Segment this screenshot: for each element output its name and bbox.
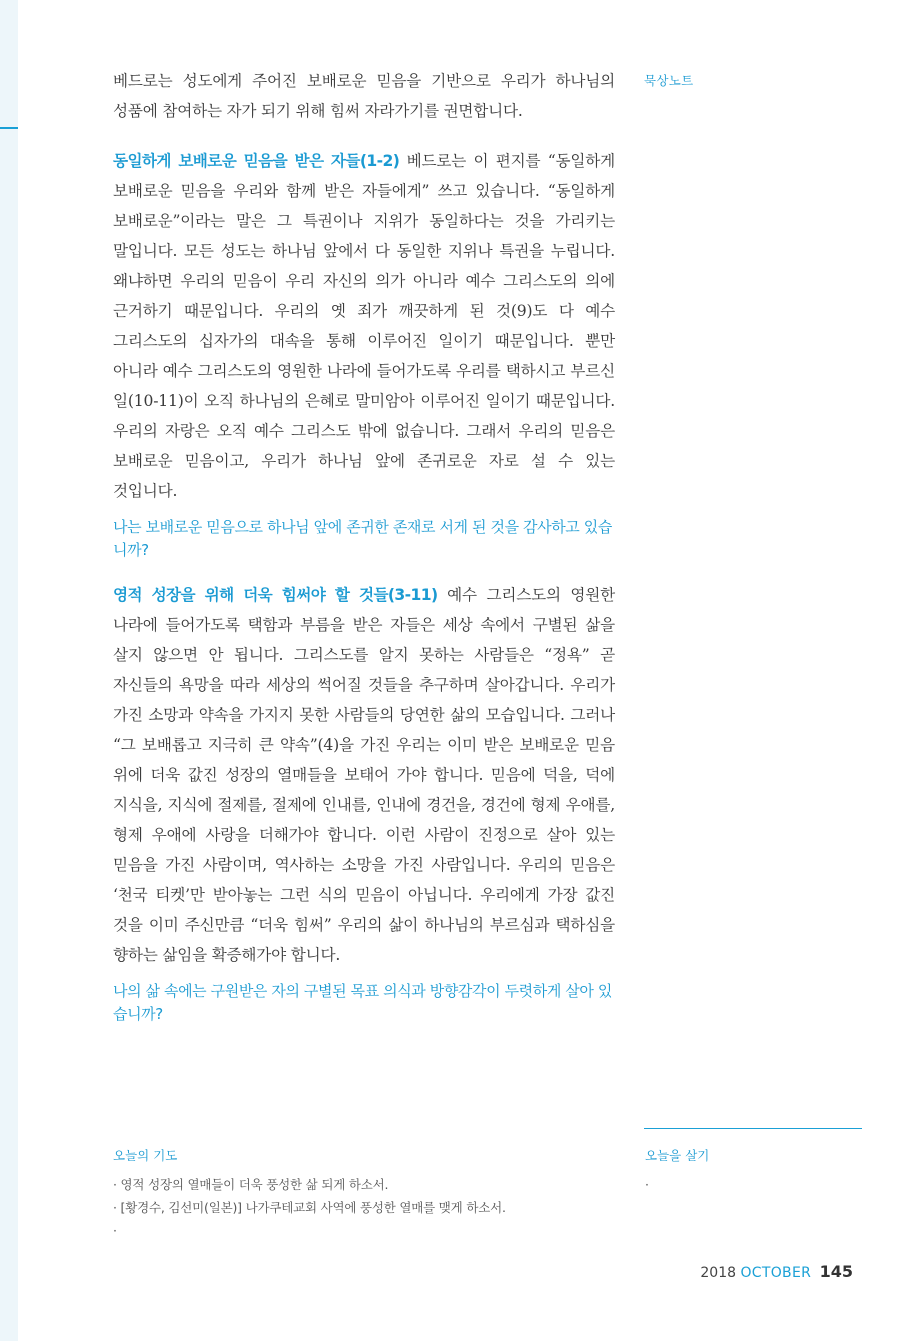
left-margin-marker (0, 127, 18, 129)
left-margin-band (0, 0, 18, 1341)
intro-paragraph: 베드로는 성도에게 주어진 보배로운 믿음을 기반으로 우리가 하나님의 성품에 참여하는 자가 되기 위해 힘써 자라가기를 권면합니다. (113, 72, 615, 120)
section-1-paragraph (113, 146, 615, 506)
section-2-question: 나의 삶 속에는 구원받은 자의 구별된 목표 의식과 방향감각이 두렷하게 살아 있습니까? (113, 982, 612, 1023)
section-2-body: 예수 그리스도의 영원한 나라에 들어가도록 택함과 부름을 받은 자들은 세상 속에서 구별된 삶을 살지 않으면 안 됩니다. 그리스도를 알지 못하는 사람들은 “정욕” 곧 자신들의 욕망을 따라 세상의 썩어질 것들을 추구하며 살아갑니다. 우리가 가진 소망과 약속을 가지지 못한 사람들의 당연한 삶의 모습입니다. 그러나 “그 보배롭고 지극히 큰 약속”(4)을 가진 우리는 이미 받은 보배로운 믿음 위에 더욱 값진 성장의 열매들을 보태어 가야 합니다. 믿음에 덕을, 덕에 지식을, 지식에 절제를, 절제에 인내를, 인내에 경건을, 경건에 형제 우애를, 형제 우애에 사랑을 더해가야 합니다. 이런 사람이 진정으로 살아 있는 믿음을 가진 사람이며, 역사하는 소망을 가진 사람입니다. 우리의 믿음은 ‘천국 티켓’만 받아놓는 그런 식의 믿음이 아닙니다. 우리에게 가장 값진 것을 이미 주신만큼 “더욱 힘써” 우리의 삶이 하나님의 부르심과 택하심을 향하는 삶임을 확증해가야 합니다. (113, 586, 615, 964)
section-1-heading: 동일하게 보배로운 믿음을 받은 자들(1-2) (113, 152, 400, 170)
meditation-note-label: 묵상노트 (644, 73, 694, 88)
article-body (113, 66, 615, 1044)
section-1-question: 나는 보배로운 믿음으로 하나님 앞에 존귀한 존재로 서게 된 것을 감사하고 있습니까? (113, 518, 612, 559)
page-footer (700, 1262, 853, 1281)
prayer-item: · 영적 성장의 열매들이 더욱 풍성한 삶 되게 하소서. (113, 1177, 389, 1192)
section-1-body: 베드로는 이 편지를 “동일하게 보배로운 믿음을 우리와 함께 받은 자들에게” 쓰고 있습니다. “동일하게 보배로운”이라는 말은 그 특권이나 지위가 동일하다는 것을 가리키는 말입니다. 모든 성도는 하나님 앞에서 다 동일한 지위나 특권을 누립니다. 왜냐하면 우리의 믿음이 우리 자신의 의가 아니라 예수 그리스도의 의에 근거하기 때문입니다. 우리의 옛 죄가 깨끗하게 된 것(9)도 다 예수 그리스도의 십자가의 대속을 통해 이루어진 일이기 때문입니다. 뿐만 아니라 예수 그리스도의 영원한 나라에 들어가도록 우리를 택하시고 부르신 일(10-11)이 오직 하나님의 은혜로 말미암아 이루어진 일이기 때문입니다. 우리의 자랑은 오직 예수 그리스도 밖에 없습니다. 그래서 우리의 믿음은 보배로운 믿음이고, 우리가 하나님 앞에 존귀로운 자로 설 수 있는 것입니다. (113, 152, 615, 500)
todays-prayer-title: 오늘의 기도 (113, 1148, 178, 1163)
page-number: 145 (819, 1262, 853, 1281)
section-2-heading: 영적 성장을 위해 더욱 힘써야 할 것들(3-11) (113, 586, 438, 604)
footer-month: OCTOBER (740, 1265, 812, 1281)
living-divider (644, 1128, 862, 1129)
section-2-paragraph (113, 580, 615, 970)
footer-year: 2018 (700, 1265, 737, 1281)
living-today (645, 1146, 709, 1196)
todays-prayer (113, 1146, 613, 1242)
prayer-item: · (113, 1223, 117, 1238)
living-today-title: 오늘을 살기 (645, 1148, 710, 1163)
living-item: · (645, 1177, 649, 1192)
prayer-item: · [황경수, 김선미(일본)] 나가쿠테교회 사역에 풍성한 열매를 맺게 하소서. (113, 1200, 506, 1215)
